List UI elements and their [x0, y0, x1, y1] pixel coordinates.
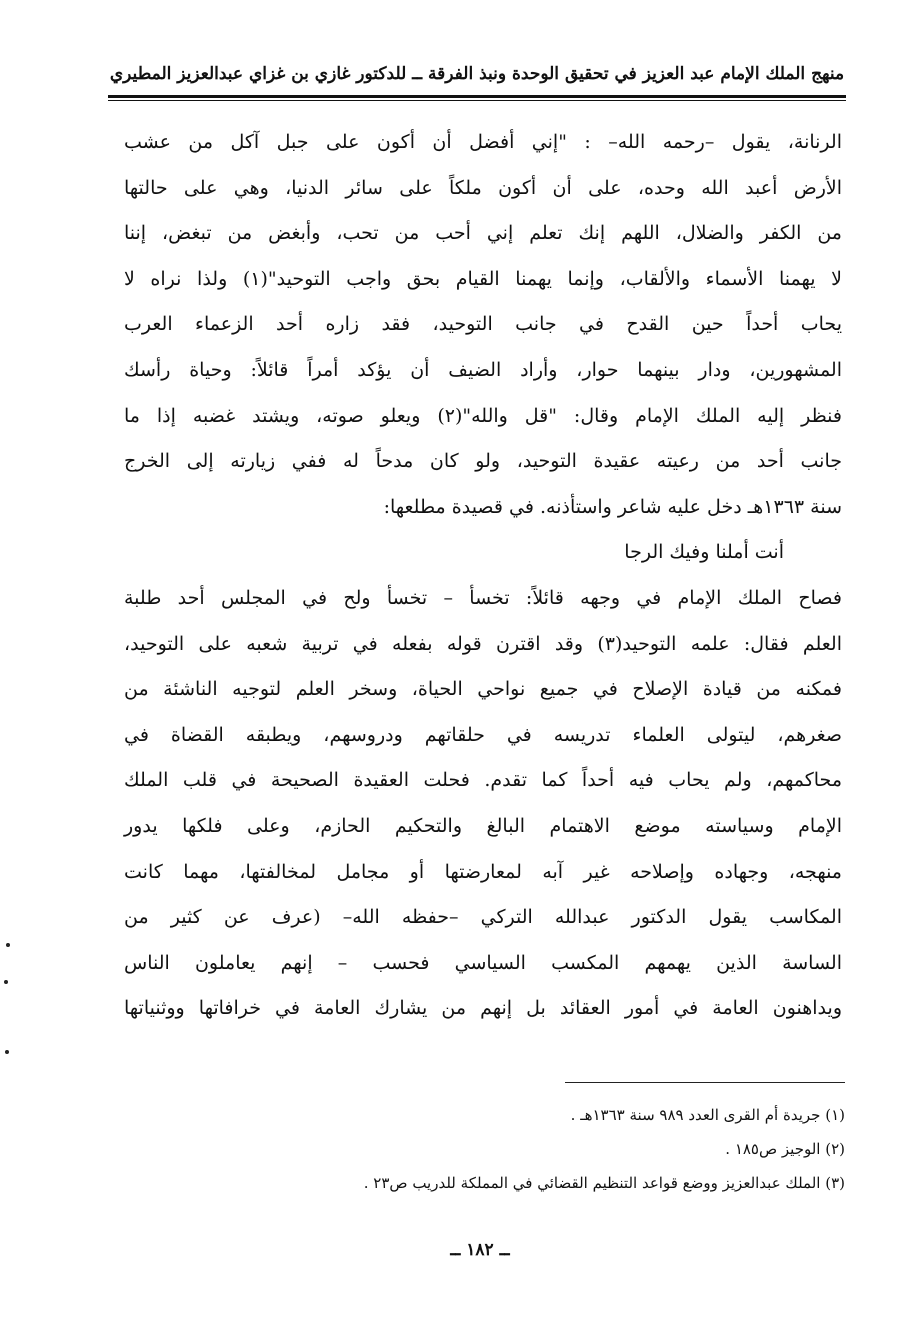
footnotes: [200, 1098, 845, 1200]
footnote: (٢) الوجيز ص١٨٥ .: [725, 1140, 845, 1158]
text-line: الساسة الذين يهمهم المكسب السياسي فحسب – إنهم يعاملون الناس: [124, 951, 842, 974]
scan-speck: [6, 943, 10, 947]
text-line: العلم فقال: علمه التوحيد(٣) وقد اقترن قوله بفعله في تربية شعبه على التوحيد،: [124, 632, 842, 655]
text-line: المكاسب يقول الدكتور عبدالله التركي –حفظه الله– (عرف عن كثير من: [124, 906, 842, 929]
text-line: فصاح الملك الإمام في وجهه قائلاً: تخسأ – تخسأ ولح في المجلس أحد طلبة: [124, 586, 842, 609]
page-number: ــ ١٨٢ ــ: [450, 1240, 510, 1260]
text-line: جانب أحد من رعيته عقيدة التوحيد، ولو كان مدحاً له ففي زيارته إلى الخرج: [124, 450, 842, 473]
footnote: (١) جريدة أم القرى العدد ٩٨٩ سنة ١٣٦٣هـ .: [570, 1106, 845, 1124]
text-line: الإمام وسياسته موضع الاهتمام البالغ والتحكيم الحازم، وعلى فلكها يدور: [124, 814, 842, 837]
text-line: الأرض أعبد الله وحده، على أن أكون ملكاً على سائر الدنيا، وهي على حالتها: [124, 176, 842, 199]
text-line: صغرهم، ليتولى العلماء تدريسه في حلقاتهم ودروسهم، ويطبقه القضاة في: [124, 723, 842, 746]
text-line: ويداهنون العامة في أمور العقائد بل إنهم من يشارك العامة في خرافاتها ووثنياتها: [124, 997, 842, 1020]
text-line: من الكفر والضلال، اللهم إنك تعلم إني أحب من تحب، وأبغض من تبغض، إننا: [124, 222, 842, 245]
scan-speck: [4, 980, 8, 984]
scan-speck: [5, 1050, 9, 1054]
footnote: (٣) الملك عبدالعزيز ووضع قواعد التنظيم القضائي في المملكة للدريب ص٢٣ .: [363, 1174, 845, 1192]
poem-verse: أنت أملنا وفيك الرجا: [624, 541, 784, 564]
main-text: [124, 120, 842, 1032]
text-line: محاكمهم، ولم يحاب فيه أحداً كما تقدم. فحلت العقيدة الصحيحة في قلب الملك: [124, 769, 842, 792]
footnote-separator: [565, 1082, 845, 1083]
header-rule: [108, 95, 846, 98]
text-line: يحاب أحداً حين القدح في جانب التوحيد، فقد زاره أحد الزعماء العرب: [124, 313, 842, 336]
text-line: المشهورين، ودار بينهما حوار، وأراد الضيف أن يؤكد أمراً قائلاً: وحياة رأسك: [124, 358, 842, 381]
header-rule-thin: [108, 100, 846, 101]
text-line: منهجه، وجهاده وإصلاحه غير آبه لمعارضتها أو مجامل لمخالفتها، مهما كانت: [124, 860, 842, 883]
text-line: الرنانة، يقول –رحمه الله– : "إني أفضل أن أكون على جبل آكل من عشب: [124, 131, 842, 153]
running-header: منهج الملك الإمام عبد العزيز في تحقيق الوحدة ونبذ الفرقة ــ للدكتور غازي بن غزاي عبدالعزيز المطيري: [109, 64, 845, 84]
text-line: لا يهمنا الأسماء والألقاب، وإنما يهمنا القيام بحق واجب التوحيد"(١) ولذا نراه لا: [124, 267, 842, 290]
text-line: سنة ١٣٦٣هـ دخل عليه شاعر واستأذنه. في قصيدة مطلعها:: [383, 495, 842, 518]
text-line: فمكنه من قيادة الإصلاح في جميع نواحي الحياة، وسخر العلم لتوجيه الناشئة من: [124, 678, 842, 701]
text-line: فنظر إليه الملك الإمام وقال: "قل والله"(٢) ويعلو صوته، ويشتد غضبه إذا ما: [124, 404, 842, 427]
